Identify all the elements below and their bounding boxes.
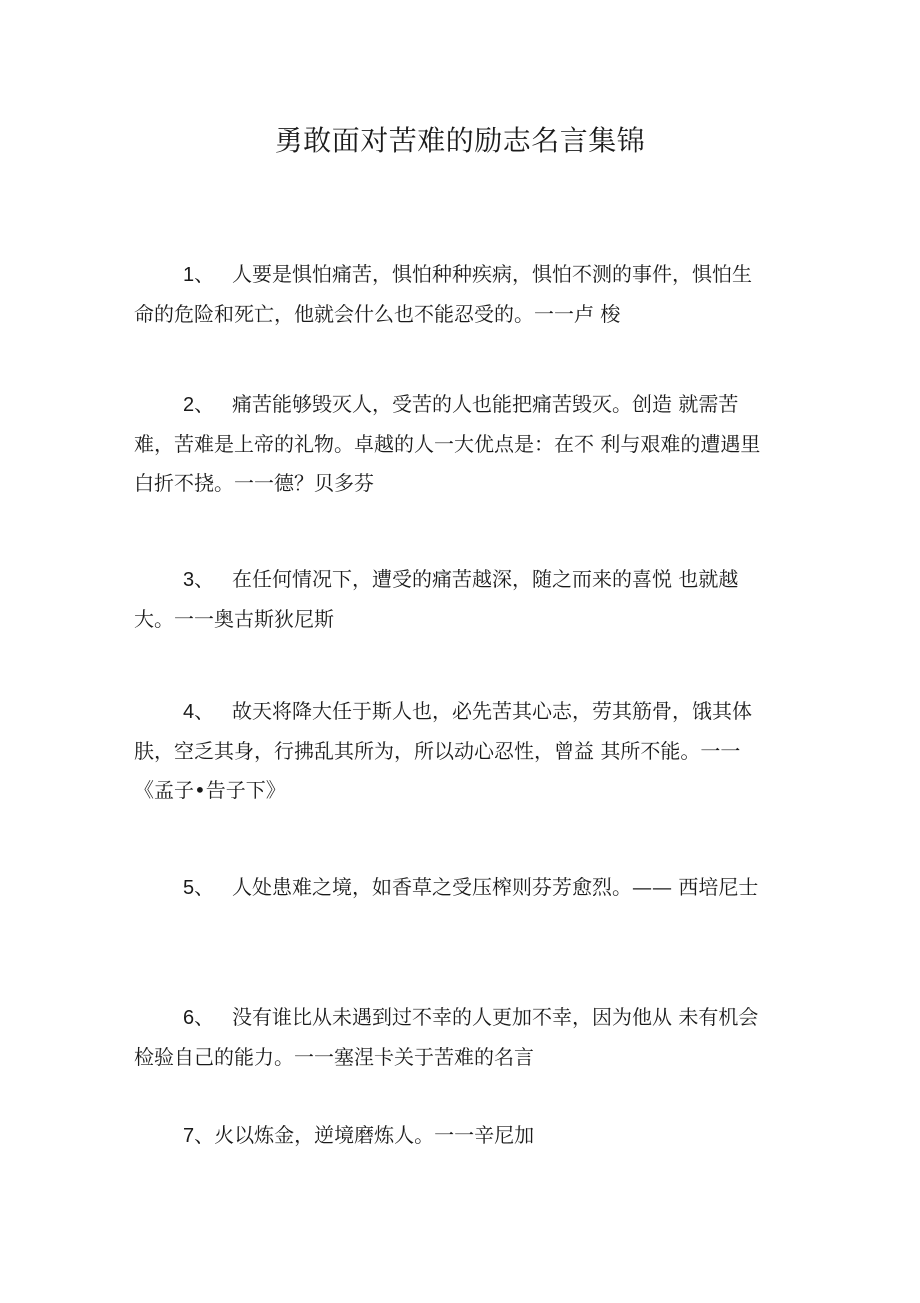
document-title: 勇敢面对苦难的励志名言集锦 (274, 124, 646, 157)
quote-number: 5、 (183, 877, 215, 899)
quote-text: 痛苦能够毁灭人，受苦的人也能把痛苦毁灭。创造 就需苦难，苦难是上帝的礼物。卓越的人一大优点是：在不 利与艰难的遭遇里白折不挠。一一德？贝多芬 (134, 392, 761, 495)
quote-item (134, 560, 770, 639)
quote-text: 火以炼金，逆境磨炼人。一一辛尼加 (214, 1123, 535, 1147)
quote-number: 3、 (183, 569, 215, 591)
quote-item (134, 998, 770, 1077)
quote-text: 人处患难之境，如香草之受压榨则芬芳愈烈。—— 西培尼士 (232, 875, 759, 899)
quote-item (134, 692, 770, 810)
quote-item (134, 1116, 770, 1156)
quote-text: 没有谁比从未遇到过不幸的人更加不幸，因为他从 未有机会检验自己的能力。一一塞涅卡关于苦难的名言 (134, 1005, 759, 1069)
quote-number: 1、 (183, 264, 215, 286)
quote-number: 6、 (183, 1007, 215, 1029)
quote-text: 在任何情况下，遭受的痛苦越深，随之而来的喜悦 也就越大。一一奥古斯狄尼斯 (134, 567, 739, 631)
quote-text: 故天将降大任于斯人也，必先苦其心志，劳其筋骨，饿其体肤，空乏其身，行拂乱其所为，所以动心忍性，曾益 其所不能。一一《孟子•告子下》 (134, 699, 752, 802)
quote-number: 2、 (183, 394, 215, 416)
quote-number: 7、 (183, 1125, 215, 1147)
quote-item (134, 255, 770, 334)
quote-number: 4、 (183, 701, 215, 723)
quote-item (134, 868, 770, 908)
quote-text: 人要是惧怕痛苦，惧怕种种疾病，惧怕不测的事件，惧怕生命的危险和死亡，他就会什么也不能忍受的。一一卢 梭 (134, 262, 752, 326)
quote-item (134, 385, 770, 503)
